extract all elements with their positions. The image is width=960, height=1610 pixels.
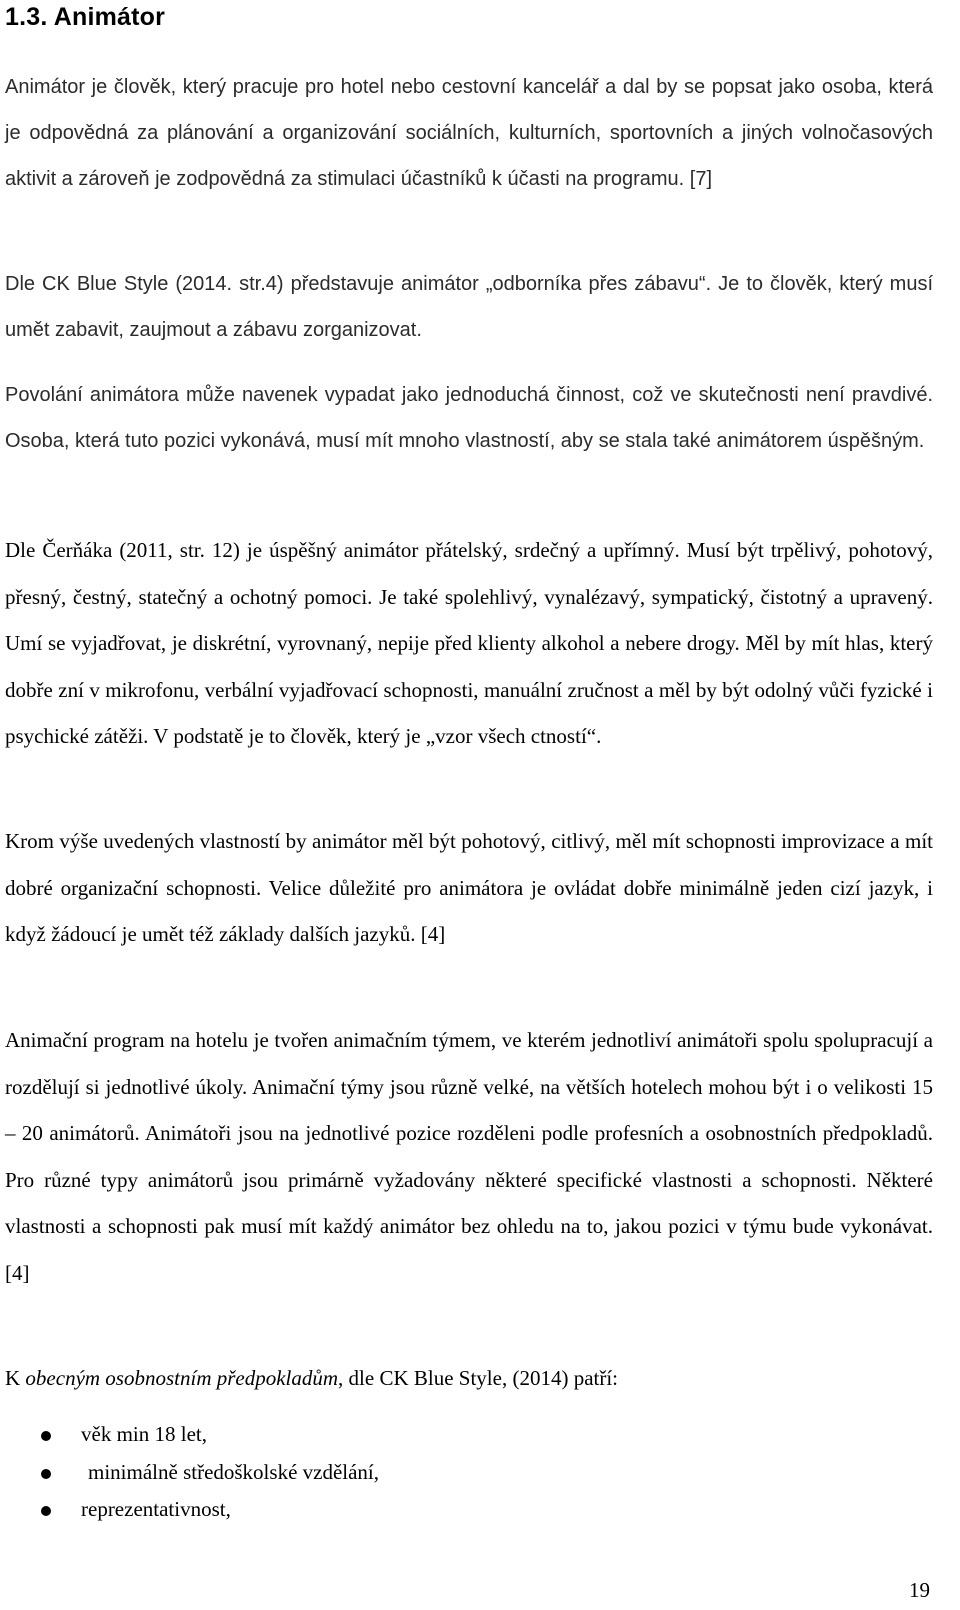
paragraph-personal-prerequisites xyxy=(5,1355,933,1401)
prerequisites-emphasis: obecným osobnostním předpokladům xyxy=(25,1366,339,1390)
prerequisites-prefix: K xyxy=(5,1366,26,1390)
paragraph-additional-qualities: Krom výše uvedených vlastností by animátor měl být pohotový, citlivý, měl mít schopnosti improvizace a mít dobré organizační schopnosti. Velice důležité pro animátora je ovládat dobře minimálně jeden cizí jazyk, i když žádoucí je umět též základy dalších jazyků. [4] xyxy=(5,829,933,946)
paragraph-profession: Povolání animátora může navenek vypadat jako jednoduchá činnost, což ve skutečnosti není pravdivé. Osoba, která tuto pozici vykonává, musí mít mnoho vlastností, aby se stala také animátorem úspěšným. xyxy=(5,384,933,452)
paragraph-ck-blue-style: Dle CK Blue Style (2014. str.4) představuje animátor „odborníka přes zábavu“. Je to člověk, který musí umět zabavit, zaujmout a zábavu zorganizovat. xyxy=(5,273,933,341)
paragraph-animator-definition: Animátor je člověk, který pracuje pro hotel nebo cestovní kancelář a dal by se popsat jako osoba, která je odpovědná za plánování a organizování sociálních, kulturních, sportovních a jiných volnočasových aktivit a zároveň je zodpovědná za stimulaci účastníků k účasti na programu. [7] xyxy=(5,76,933,190)
section-heading: 1.3. Animátor xyxy=(5,3,166,31)
list-item xyxy=(0,1416,900,1454)
prerequisites-list xyxy=(0,1416,900,1529)
list-item xyxy=(0,1491,900,1529)
paragraph-animation-team: Animační program na hotelu je tvořen animačním týmem, ve kterém jednotliví animátoři spolu spolupracují a rozdělují si jednotlivé úkoly. Animační týmy jsou různě velké, na větších hotelech mohou být i o velikosti 15 – 20 animátorů. Animátoři jsou na jednotlivé pozice rozděleni podle profesních a osobnostních předpokladů. Pro různé typy animátorů jsou primárně vyžadovány některé specifické vlastnosti a schopnosti. Některé vlastnosti a schopnosti pak musí mít každý animátor bez ohledu na to, jakou pozici v týmu bude vykonávat. [4] xyxy=(5,1028,933,1285)
prerequisites-suffix: , dle CK Blue Style, (2014) patří: xyxy=(338,1366,619,1390)
bullet-icon xyxy=(41,1506,51,1516)
list-item-text: věk min 18 let, xyxy=(81,1422,207,1446)
page-number: 19 xyxy=(909,1578,930,1602)
bullet-icon xyxy=(41,1469,51,1479)
bullet-icon xyxy=(41,1431,51,1441)
paragraph-cernak-qualities: Dle Čerňáka (2011, str. 12) je úspěšný animátor přátelský, srdečný a upřímný. Musí být trpělivý, pohotový, přesný, čestný, statečný a ochotný pomoci. Je také spolehlivý, vynalézavý, sympatický, čistotný a upravený. Umí se vyjadřovat, je diskrétní, vyrovnaný, nepije před klienty alkohol a nebere drogy. Měl by mít hlas, který dobře zní v mikrofonu, verbální vyjadřovací schopnosti, manuální zručnost a měl by být odolný vůči fyzické i psychické zátěži. V podstatě je to člověk, který je „vzor všech ctností“. xyxy=(5,538,933,748)
list-item-text: minimálně středoškolské vzdělání, xyxy=(88,1459,380,1484)
list-item-text: reprezentativnost, xyxy=(81,1497,231,1521)
list-item xyxy=(0,1454,900,1492)
